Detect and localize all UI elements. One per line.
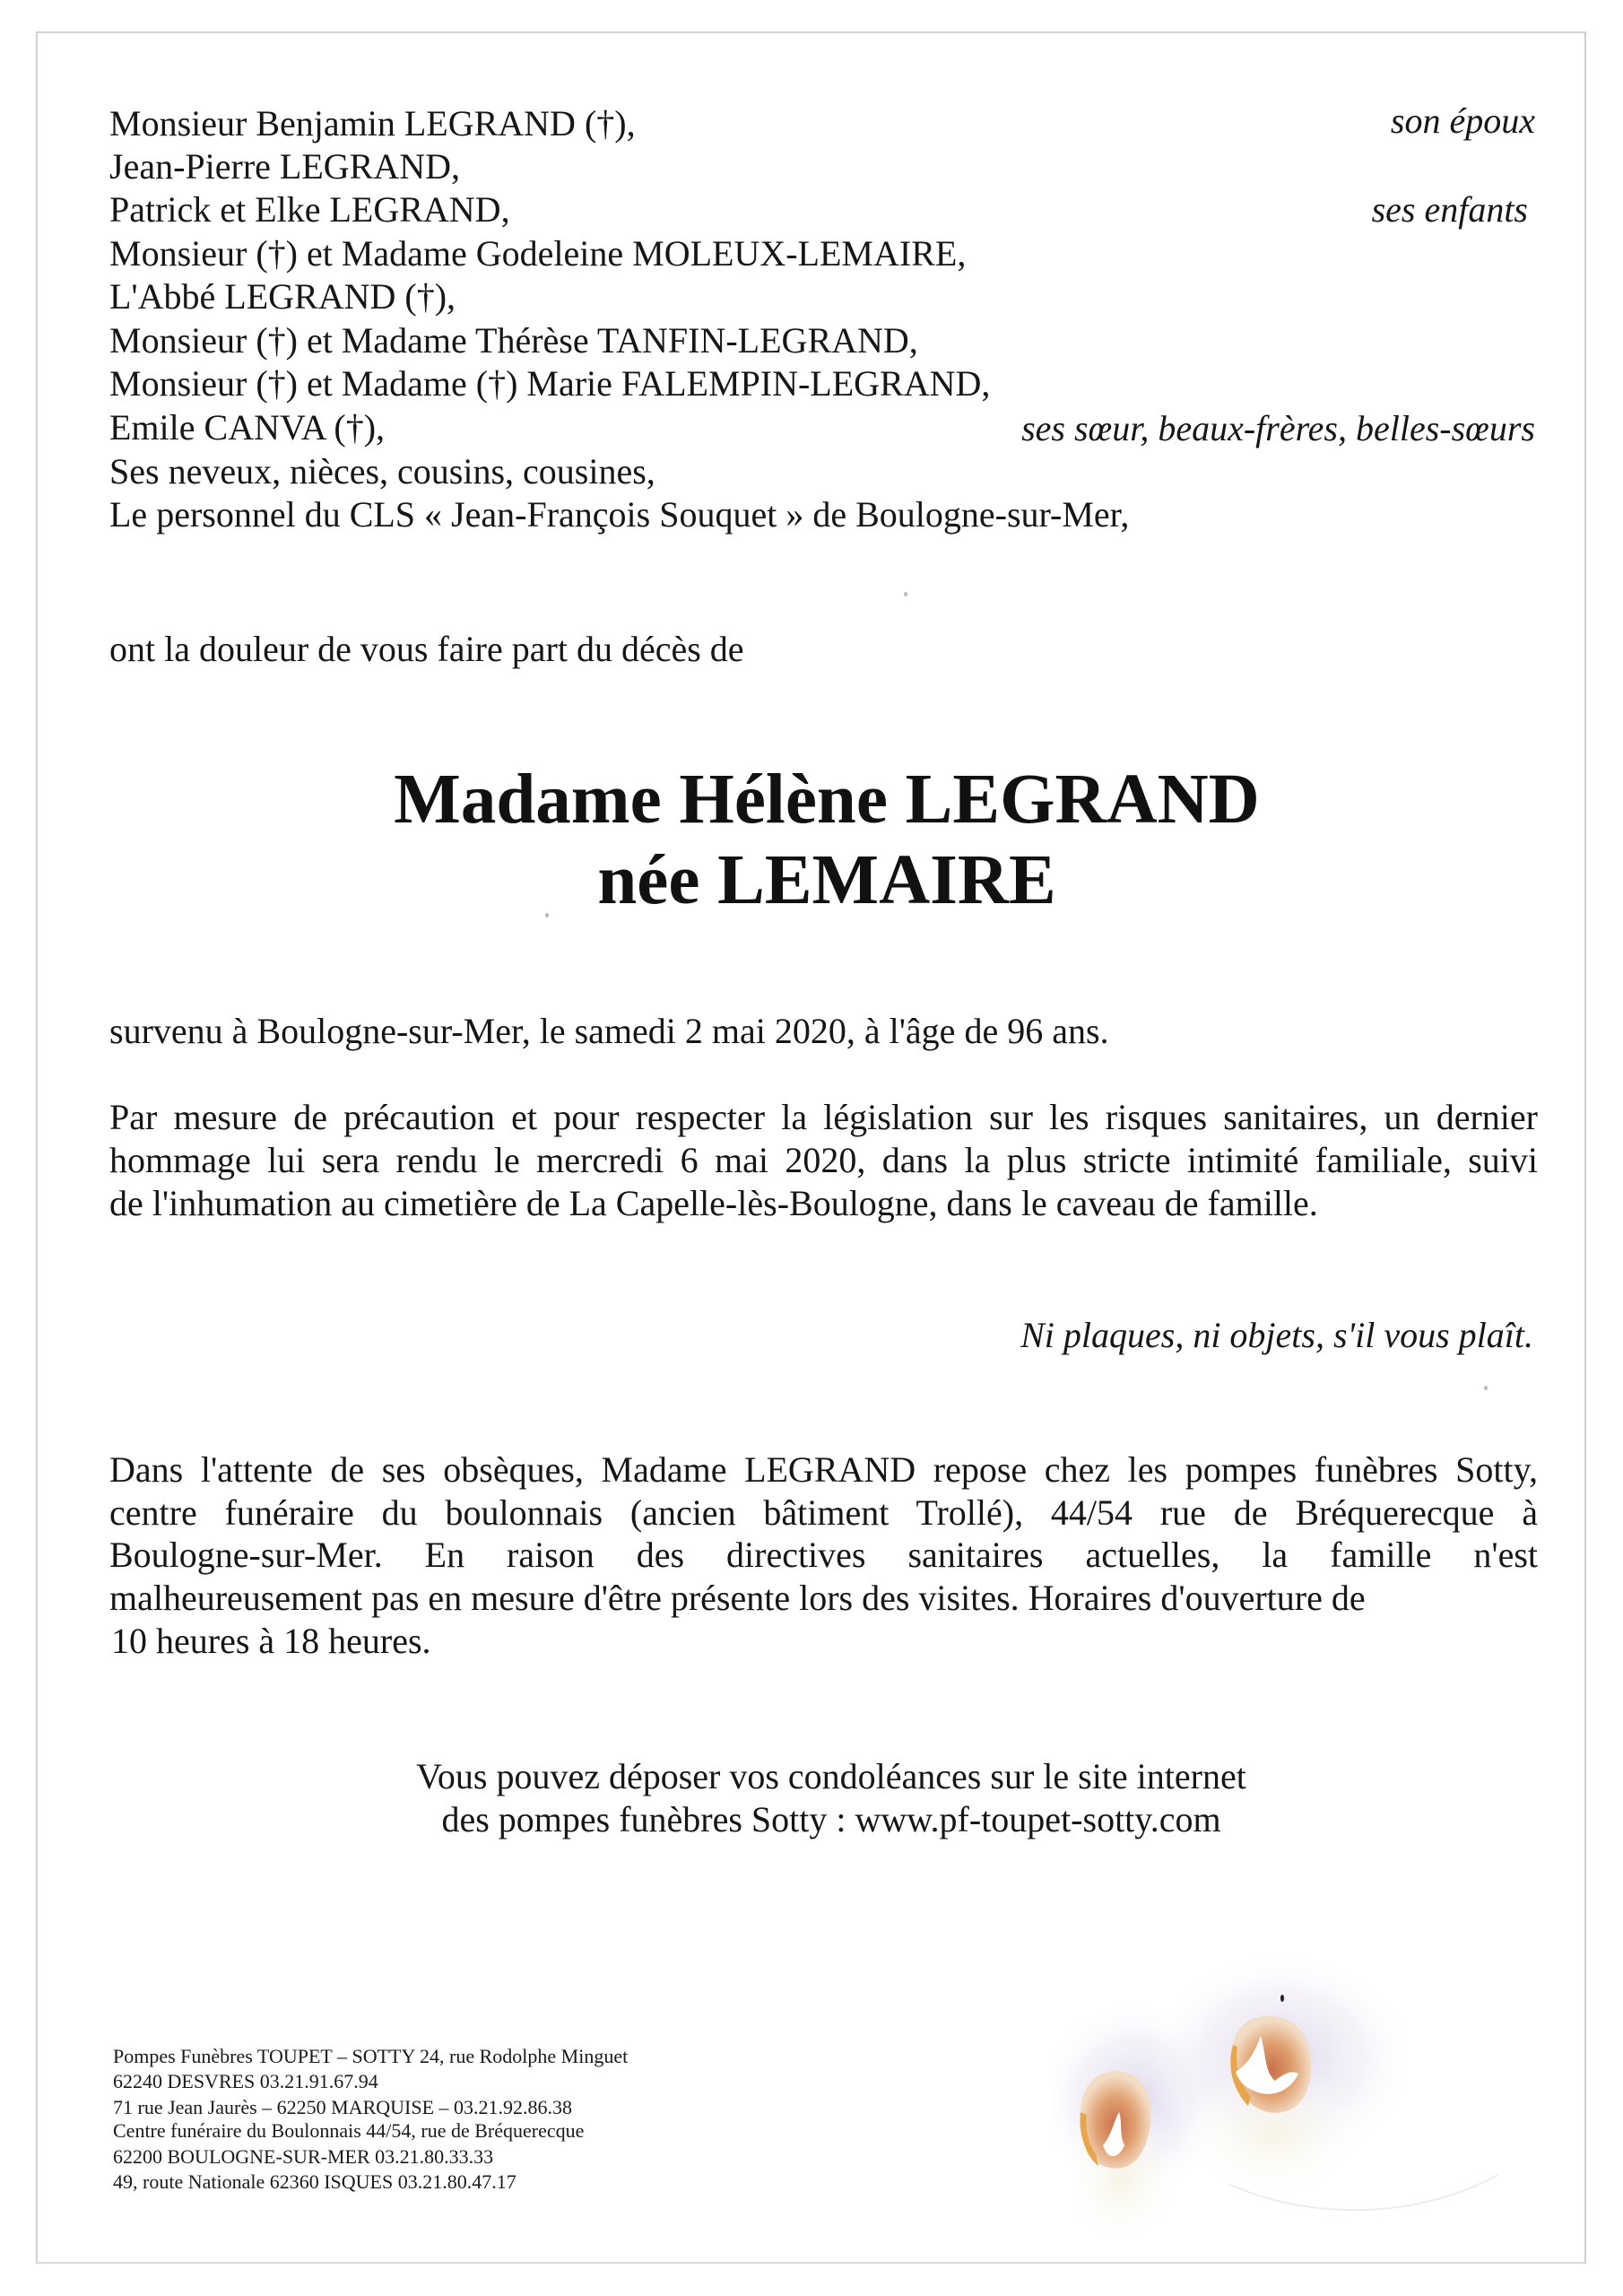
visitation-line: Dans l'attente de ses obsèques, Madame LEGRAND repose chez les pompes funèbres Sotty, <box>109 1449 1538 1490</box>
family-line: Ses neveux, nièces, cousins, cousines, <box>109 451 655 491</box>
visitation-line: Boulogne-sur-Mer. En raison des directives sanitaires actuelles, la famille n'est <box>109 1535 1538 1575</box>
footer-line: Centre funéraire du Boulonnais 44/54, rue de Bréquerecque <box>113 2119 585 2142</box>
no-flowers-note: Ni plaques, ni objets, s'il vous plaît. <box>1020 1315 1533 1355</box>
footer-line: 71 rue Jean Jaurès – 62250 MARQUISE – 03.21.92.86.38 <box>113 2096 573 2118</box>
scan-speck <box>1484 1386 1488 1390</box>
footer-line: 62200 BOULOGNE-SUR-MER 03.21.80.33.33 <box>113 2145 494 2168</box>
visitation-line: malheureusement pas en mesure d'être présente lors des visites. Horaires d'ouverture de <box>109 1578 1366 1618</box>
scan-speck <box>545 913 549 918</box>
announcement-text: ont la douleur de vous faire part du décès de <box>109 629 744 669</box>
family-line: Monsieur (†) et Madame (†) Marie FALEMPIN-LEGRAND, <box>109 363 991 404</box>
death-info: survenu à Boulogne-sur-Mer, le samedi 2 mai 2020, à l'âge de 96 ans. <box>109 1011 1109 1051</box>
ceremony-line: Par mesure de précaution et pour respecter la législation sur les risques sanitaires, un dernier <box>109 1097 1538 1137</box>
family-line: Monsieur (†) et Madame Godeleine MOLEUX-LEMAIRE, <box>109 233 967 274</box>
deceased-name: Madame Hélène LEGRAND <box>394 761 1260 839</box>
relation-spouse: son époux <box>1390 100 1535 141</box>
family-line: L'Abbé LEGRAND (†), <box>109 276 456 317</box>
visitation-line: centre funéraire du boulonnais (ancien bâtiment Trollé), 44/54 rue de Bréquerecque à <box>109 1492 1538 1533</box>
relation-siblings: ses sœur, beaux-frères, belles-sœurs <box>1021 408 1535 448</box>
family-line: Jean-Pierre LEGRAND, <box>109 146 460 187</box>
condolences-line-1: Vous pouvez déposer vos condoléances sur le site internet <box>416 1756 1246 1796</box>
ceremony-line: hommage lui sera rendu le mercredi 6 mai 2020, dans la plus stricte intimité familiale, suivi <box>109 1140 1538 1180</box>
footer-line: Pompes Funèbres TOUPET – SOTTY 24, rue Rodolphe Minguet <box>113 2045 629 2067</box>
family-line: Monsieur (†) et Madame Thérèse TANFIN-LEGRAND, <box>109 320 918 361</box>
footer-line: 49, route Nationale 62360 ISQUES 03.21.80.47.17 <box>113 2170 516 2193</box>
condolences-line-2: des pompes funèbres Sotty : www.pf-toupet-sotty.com <box>441 1799 1221 1839</box>
family-line: Patrick et Elke LEGRAND, <box>109 189 510 230</box>
scan-speck <box>904 592 907 596</box>
deceased-maiden-name: née LEMAIRE <box>597 841 1056 919</box>
ceremony-line: de l'inhumation au cimetière de La Capelle-lès-Boulogne, dans le caveau de famille. <box>109 1183 1318 1223</box>
footer-line: 62240 DESVRES 03.21.91.67.94 <box>113 2070 378 2092</box>
visitation-line: 10 heures à 18 heures. <box>111 1621 431 1661</box>
family-line: Monsieur Benjamin LEGRAND (†), <box>109 103 636 144</box>
relation-children: ses enfants <box>1371 189 1528 230</box>
family-line: Le personnel du CLS « Jean-François Souquet » de Boulogne-sur-Mer, <box>109 494 1130 535</box>
orchid-right <box>1148 1955 1417 2206</box>
family-line: Emile CANVA (†), <box>109 407 386 448</box>
orchid-flowers-image <box>1049 1955 1551 2251</box>
